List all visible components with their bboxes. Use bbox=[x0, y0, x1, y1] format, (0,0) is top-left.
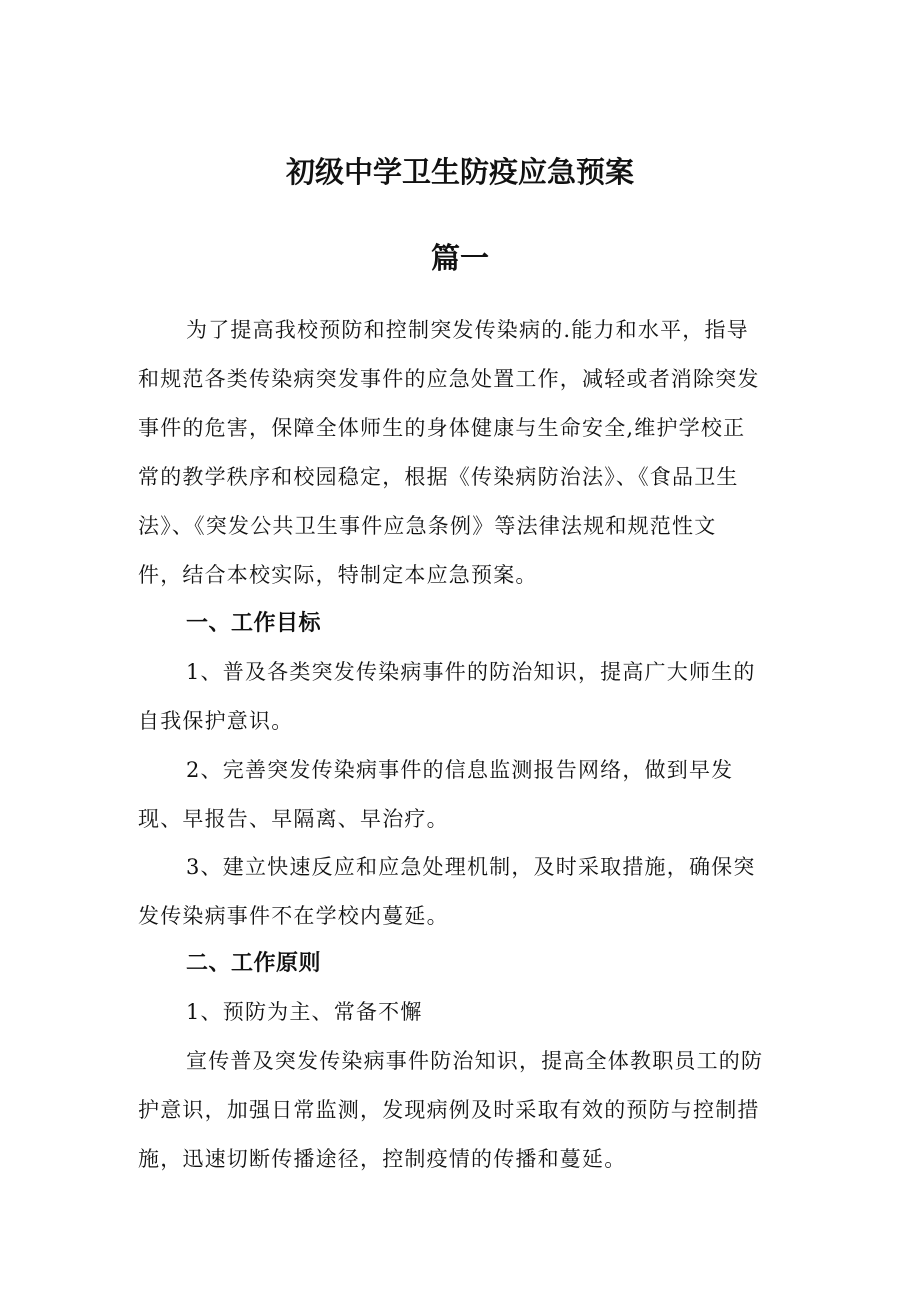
goal-item-line: 发传染病事件不在学校内蔓延。 bbox=[138, 904, 449, 928]
intro-line: 常的教学秩序和校园稳定，根据《传染病防治法》、《食品卫生 bbox=[138, 465, 739, 489]
document-subtitle: 篇一 bbox=[430, 241, 489, 275]
goal-item-line: 2、完善突发传染病事件的信息监测报告网络，做到早发 bbox=[186, 758, 734, 782]
intro-line: 为了提高我校预防和控制突发传染病的.能力和水平，指导 bbox=[186, 318, 749, 342]
document-title: 初级中学卫生防疫应急预案 bbox=[285, 155, 634, 189]
goal-item-line: 3、建立快速反应和应急处理机制，及时采取措施，确保突 bbox=[186, 855, 756, 879]
intro-line: 件，结合本校实际，特制定本应急预案。 bbox=[138, 563, 538, 587]
goal-item-line: 现、早报告、早隔离、早治疗。 bbox=[138, 807, 449, 831]
section-heading: 二、工作原则 bbox=[186, 951, 322, 976]
intro-line: 法》、《突发公共卫生事件应急条例》等法律法规和规范性文 bbox=[138, 514, 717, 538]
goal-item-line: 自我保护意识。 bbox=[138, 709, 294, 733]
principle-body-line: 宣传普及突发传染病事件防治知识，提高全体教职员工的防 bbox=[186, 1049, 764, 1073]
intro-line: 和规范各类传染病突发事件的应急处置工作，减轻或者消除突发 bbox=[138, 367, 760, 391]
intro-line: 事件的危害，保障全体师生的身体健康与生命安全,维护学校正 bbox=[138, 416, 746, 440]
principle-item-title: 1、预防为主、常备不懈 bbox=[186, 1000, 423, 1024]
goal-item-line: 1、普及各类突发传染病事件的防治知识，提高广大师生的 bbox=[186, 660, 756, 684]
section-heading: 一、工作目标 bbox=[186, 611, 322, 636]
principle-body-line: 护意识，加强日常监测，发现病例及时采取有效的预防与控制措 bbox=[138, 1098, 760, 1122]
principle-body-line: 施，迅速切断传播途径，控制疫情的传播和蔓延。 bbox=[138, 1147, 627, 1171]
